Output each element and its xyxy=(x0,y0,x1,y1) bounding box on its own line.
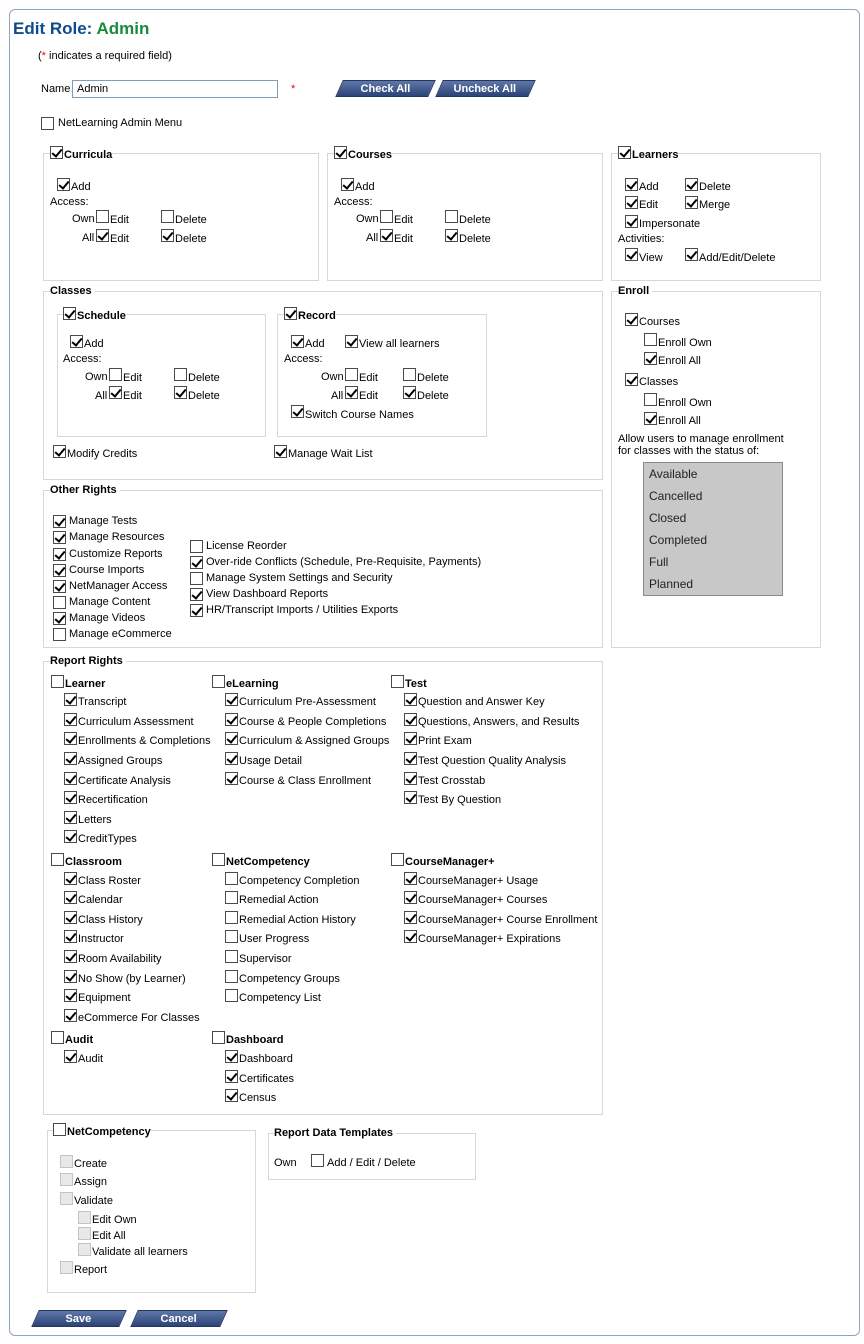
learners-view-label: View xyxy=(639,252,663,264)
curricula-own-delete-label: Delete xyxy=(175,214,207,226)
enroll-courses-label: Courses xyxy=(639,316,680,328)
record-checkbox[interactable] xyxy=(284,307,297,320)
learners-add-checkbox[interactable] xyxy=(625,178,638,191)
courses-own-delete-label: Delete xyxy=(459,214,491,226)
report-ecommerce-classes-label: eCommerce For Classes xyxy=(78,1012,200,1024)
classes-enroll-own-label: Enroll Own xyxy=(658,397,712,409)
status-option[interactable]: Cancelled xyxy=(649,489,703,503)
report-room-availability-checkbox[interactable] xyxy=(64,950,77,963)
hr-transcript-imports-checkbox[interactable] xyxy=(190,604,203,617)
report-certificates-label: Certificates xyxy=(239,1073,295,1085)
status-option[interactable]: Closed xyxy=(649,511,687,525)
classes-title: Classes xyxy=(50,285,95,298)
classes-enroll-own-checkbox[interactable] xyxy=(644,393,657,406)
modify-credits-label: Modify Credits xyxy=(67,448,138,460)
report-letters-checkbox[interactable] xyxy=(64,811,77,824)
status-option[interactable]: Full xyxy=(649,555,669,569)
status-option[interactable]: Completed xyxy=(649,533,708,547)
report-credittypes-label: CreditTypes xyxy=(78,833,137,845)
learners-edit-label: Edit xyxy=(639,199,658,211)
learners-add-edit-delete-checkbox[interactable] xyxy=(685,248,698,261)
enroll-classes-checkbox[interactable] xyxy=(625,373,638,386)
learners-activities-label: Activities: xyxy=(618,233,665,245)
record-own-label: Own xyxy=(321,371,344,383)
manage-tests-checkbox[interactable] xyxy=(53,515,66,528)
manage-content-label: Manage Content xyxy=(69,596,151,608)
manage-content-checkbox[interactable] xyxy=(53,596,66,609)
schedule-all-edit-label: Edit xyxy=(123,390,142,402)
report-test-crosstab-label: Test Crosstab xyxy=(418,775,486,787)
status-option[interactable]: Available xyxy=(649,467,698,481)
hr-transcript-imports-label: HR/Transcript Imports / Utilities Exports xyxy=(206,604,399,616)
learners-edit-checkbox[interactable] xyxy=(625,196,638,209)
enroll-title: Enroll xyxy=(618,285,652,298)
report-remedial-action-checkbox[interactable] xyxy=(225,891,238,904)
schedule-all-delete-label: Delete xyxy=(188,390,220,402)
report-curriculum-assessment-checkbox[interactable] xyxy=(64,713,77,726)
enroll-classes-label: Classes xyxy=(639,376,679,388)
report-cm-courses-checkbox[interactable] xyxy=(404,891,417,904)
report-curriculum-pre-assessment-checkbox[interactable] xyxy=(225,693,238,706)
netcomp-create-checkbox[interactable] xyxy=(60,1155,73,1168)
report-rights-title: Report Rights xyxy=(50,655,126,668)
curricula-add-checkbox[interactable] xyxy=(57,178,70,191)
report-cm-expirations-checkbox[interactable] xyxy=(404,930,417,943)
report-print-exam-checkbox[interactable] xyxy=(404,732,417,745)
record-all-edit-label: Edit xyxy=(359,390,378,402)
report-audit-item-label: Audit xyxy=(78,1053,104,1065)
report-dashboard-item-checkbox[interactable] xyxy=(225,1050,238,1063)
curricula-all-edit-label: Edit xyxy=(110,233,129,245)
schedule-all-delete-checkbox[interactable] xyxy=(174,386,187,399)
report-census-checkbox[interactable] xyxy=(225,1089,238,1102)
report-test-by-question-label: Test By Question xyxy=(418,794,502,806)
report-course-people-completions-label: Course & People Completions xyxy=(239,716,387,728)
report-test-checkbox[interactable] xyxy=(391,675,404,688)
report-cm-usage-checkbox[interactable] xyxy=(404,872,417,885)
view-dashboard-reports-label: View Dashboard Reports xyxy=(206,588,329,600)
curricula-own-label: Own xyxy=(72,213,95,225)
netlearning-admin-menu-label: NetLearning Admin Menu xyxy=(58,117,183,129)
cancel-button[interactable]: Cancel xyxy=(130,1310,228,1327)
curricula-all-delete-checkbox[interactable] xyxy=(161,229,174,242)
manage-videos-label: Manage Videos xyxy=(69,612,146,624)
manage-videos-checkbox[interactable] xyxy=(53,612,66,625)
manage-system-settings-label: Manage System Settings and Security xyxy=(206,572,393,584)
record-view-all-checkbox[interactable] xyxy=(345,335,358,348)
schedule-title: Schedule xyxy=(77,310,126,322)
curricula-own-edit-label: Edit xyxy=(110,214,129,226)
report-census-label: Census xyxy=(239,1092,277,1104)
modify-credits-checkbox[interactable] xyxy=(53,445,66,458)
record-add-label: Add xyxy=(305,338,325,350)
report-question-answer-key-label: Question and Answer Key xyxy=(418,696,545,708)
report-enrollments-completions-label: Enrollments & Completions xyxy=(78,735,211,747)
report-ecommerce-classes-checkbox[interactable] xyxy=(64,1009,77,1022)
report-user-progress-checkbox[interactable] xyxy=(225,930,238,943)
learners-delete-checkbox[interactable] xyxy=(685,178,698,191)
report-letters-label: Letters xyxy=(78,814,112,826)
report-audit-item-checkbox[interactable] xyxy=(64,1050,77,1063)
enroll-allow-text-2: for classes with the status of: xyxy=(618,445,760,457)
save-button[interactable]: Save xyxy=(31,1310,127,1327)
netcomp-create-label: Create xyxy=(74,1158,108,1170)
learners-delete-label: Delete xyxy=(699,181,731,193)
report-question-answer-key-checkbox[interactable] xyxy=(404,693,417,706)
report-test-question-quality-checkbox[interactable] xyxy=(404,752,417,765)
record-title: Record xyxy=(298,310,336,322)
classes-enroll-all-checkbox[interactable] xyxy=(644,412,657,425)
report-cm-course-enrollment-checkbox[interactable] xyxy=(404,911,417,924)
report-competency-completion-label: Competency Completion xyxy=(239,875,360,887)
report-competency-list-checkbox[interactable] xyxy=(225,989,238,1002)
report-recertification-checkbox[interactable] xyxy=(64,791,77,804)
netmanager-access-label: NetManager Access xyxy=(69,580,168,592)
classes-enroll-all-label: Enroll All xyxy=(658,415,701,427)
report-test-title: Test xyxy=(405,678,427,690)
report-supervisor-checkbox[interactable] xyxy=(225,950,238,963)
report-curriculum-pre-assessment-label: Curriculum Pre-Assessment xyxy=(239,696,376,708)
record-all-delete-label: Delete xyxy=(417,390,449,402)
curricula-add-label: Add xyxy=(71,181,91,193)
courses-own-label: Own xyxy=(356,213,379,225)
license-reorder-label: License Reorder xyxy=(206,540,287,552)
report-test-crosstab-checkbox[interactable] xyxy=(404,772,417,785)
schedule-all-edit-checkbox[interactable] xyxy=(109,386,122,399)
course-imports-label: Course Imports xyxy=(69,564,145,576)
report-calendar-label: Calendar xyxy=(78,894,123,906)
manage-wait-list-checkbox[interactable] xyxy=(274,445,287,458)
courses-enroll-all-checkbox[interactable] xyxy=(644,352,657,365)
netcomp-validate-checkbox[interactable] xyxy=(60,1192,73,1205)
report-recertification-label: Recertification xyxy=(78,794,148,806)
report-cm-expirations-label: CourseManager+ Expirations xyxy=(418,933,561,945)
report-competency-groups-checkbox[interactable] xyxy=(225,970,238,983)
other-rights-title: Other Rights xyxy=(50,484,120,497)
enrollment-status-listbox[interactable] xyxy=(643,462,783,596)
report-curriculum-assigned-groups-checkbox[interactable] xyxy=(225,732,238,745)
record-own-delete-label: Delete xyxy=(417,372,449,384)
courses-all-label: All xyxy=(366,232,379,244)
report-learner-title: Learner xyxy=(65,678,106,690)
curricula-all-label: All xyxy=(82,232,95,244)
courses-own-delete-checkbox[interactable] xyxy=(445,210,458,223)
schedule-own-delete-checkbox[interactable] xyxy=(174,368,187,381)
netcomp-edit-own-label: Edit Own xyxy=(92,1214,137,1226)
report-rights-section xyxy=(43,661,603,1115)
report-cm-course-enrollment-label: CourseManager+ Course Enrollment xyxy=(418,914,598,926)
record-view-all-label: View all learners xyxy=(359,338,440,350)
record-all-edit-checkbox[interactable] xyxy=(345,386,358,399)
enroll-courses-checkbox[interactable] xyxy=(625,313,638,326)
netlearning-admin-menu-checkbox[interactable] xyxy=(41,117,54,130)
record-all-delete-checkbox[interactable] xyxy=(403,386,416,399)
curricula-title: Curricula xyxy=(64,149,113,161)
report-course-class-enrollment-label: Course & Class Enrollment xyxy=(239,775,372,787)
courses-access-label: Access: xyxy=(334,196,373,208)
schedule-add-label: Add xyxy=(84,338,104,350)
switch-course-names-label: Switch Course Names xyxy=(305,409,414,421)
manage-system-settings-checkbox[interactable] xyxy=(190,572,203,585)
report-dashboard-checkbox[interactable] xyxy=(212,1031,225,1044)
curricula-all-delete-label: Delete xyxy=(175,233,207,245)
report-classroom-checkbox[interactable] xyxy=(51,853,64,866)
curricula-access-label: Access: xyxy=(50,196,89,208)
record-own-edit-label: Edit xyxy=(359,372,378,384)
report-no-show-checkbox[interactable] xyxy=(64,970,77,983)
schedule-all-label: All xyxy=(95,390,108,402)
check-all-button[interactable]: Check All xyxy=(335,80,436,97)
courses-all-edit-checkbox[interactable] xyxy=(380,229,393,242)
report-questions-answers-results-label: Questions, Answers, and Results xyxy=(418,716,580,728)
report-equipment-checkbox[interactable] xyxy=(64,989,77,1002)
report-elearning-checkbox[interactable] xyxy=(212,675,225,688)
report-class-history-label: Class History xyxy=(78,914,143,926)
rdt-add-edit-delete-checkbox[interactable] xyxy=(311,1154,324,1167)
netcomp-assign-checkbox[interactable] xyxy=(60,1173,73,1186)
schedule-own-edit-checkbox[interactable] xyxy=(109,368,122,381)
record-own-edit-checkbox[interactable] xyxy=(345,368,358,381)
report-test-question-quality-label: Test Question Quality Analysis xyxy=(418,755,566,767)
report-certificate-analysis-label: Certificate Analysis xyxy=(78,775,171,787)
override-conflicts-checkbox[interactable] xyxy=(190,556,203,569)
netcomp-edit-own-checkbox[interactable] xyxy=(78,1211,91,1224)
report-dashboard-title: Dashboard xyxy=(226,1034,284,1046)
enroll-allow-text-1: Allow users to manage enrollment xyxy=(618,433,784,445)
report-assigned-groups-checkbox[interactable] xyxy=(64,752,77,765)
record-own-delete-checkbox[interactable] xyxy=(403,368,416,381)
report-remedial-action-history-checkbox[interactable] xyxy=(225,911,238,924)
schedule-add-checkbox[interactable] xyxy=(70,335,83,348)
manage-ecommerce-label: Manage eCommerce xyxy=(69,628,172,640)
learners-add-edit-delete-label: Add/Edit/Delete xyxy=(699,252,776,264)
report-instructor-checkbox[interactable] xyxy=(64,930,77,943)
report-coursemanager-title: CourseManager+ xyxy=(405,856,495,868)
report-certificates-checkbox[interactable] xyxy=(225,1070,238,1083)
netcomp-report-label: Report xyxy=(74,1264,108,1276)
netcomp-edit-all-label: Edit All xyxy=(92,1230,126,1242)
curricula-own-edit-checkbox[interactable] xyxy=(96,210,109,223)
report-calendar-checkbox[interactable] xyxy=(64,891,77,904)
manage-tests-label: Manage Tests xyxy=(69,515,138,527)
report-competency-completion-checkbox[interactable] xyxy=(225,872,238,885)
courses-enroll-own-label: Enroll Own xyxy=(658,337,712,349)
courses-all-delete-checkbox[interactable] xyxy=(445,229,458,242)
report-class-history-checkbox[interactable] xyxy=(64,911,77,924)
curricula-all-edit-checkbox[interactable] xyxy=(96,229,109,242)
schedule-checkbox[interactable] xyxy=(63,307,76,320)
netcompetency-title: NetCompetency xyxy=(67,1126,151,1138)
courses-enroll-own-checkbox[interactable] xyxy=(644,333,657,346)
netcomp-validate-all-checkbox[interactable] xyxy=(78,1243,91,1256)
courses-checkbox[interactable] xyxy=(334,146,347,159)
schedule-own-delete-label: Delete xyxy=(188,372,220,384)
courses-all-delete-label: Delete xyxy=(459,233,491,245)
report-cm-usage-label: CourseManager+ Usage xyxy=(418,875,539,887)
report-transcript-label: Transcript xyxy=(78,696,127,708)
report-test-by-question-checkbox[interactable] xyxy=(404,791,417,804)
report-questions-answers-results-checkbox[interactable] xyxy=(404,713,417,726)
manage-resources-checkbox[interactable] xyxy=(53,531,66,544)
courses-all-edit-label: Edit xyxy=(394,233,413,245)
report-usage-detail-label: Usage Detail xyxy=(239,755,302,767)
report-print-exam-label: Print Exam xyxy=(418,735,472,747)
netmanager-access-checkbox[interactable] xyxy=(53,580,66,593)
report-instructor-label: Instructor xyxy=(78,933,124,945)
report-audit-title: Audit xyxy=(65,1034,94,1046)
customize-reports-checkbox[interactable] xyxy=(53,548,66,561)
report-netcompetency-checkbox[interactable] xyxy=(212,853,225,866)
report-transcript-checkbox[interactable] xyxy=(64,693,77,706)
report-competency-list-label: Competency List xyxy=(239,992,321,1004)
license-reorder-checkbox[interactable] xyxy=(190,540,203,553)
report-certificate-analysis-checkbox[interactable] xyxy=(64,772,77,785)
report-data-templates-title: Report Data Templates xyxy=(274,1127,396,1140)
learners-title: Learners xyxy=(632,149,679,161)
report-assigned-groups-label: Assigned Groups xyxy=(78,755,163,767)
name-input[interactable] xyxy=(72,80,278,98)
report-credittypes-checkbox[interactable] xyxy=(64,830,77,843)
courses-enroll-all-label: Enroll All xyxy=(658,355,701,367)
report-course-class-enrollment-checkbox[interactable] xyxy=(225,772,238,785)
page-title: Edit Role: Admin xyxy=(13,19,150,38)
schedule-own-label: Own xyxy=(85,371,108,383)
courses-add-checkbox[interactable] xyxy=(341,178,354,191)
report-enrollments-completions-checkbox[interactable] xyxy=(64,732,77,745)
report-class-roster-checkbox[interactable] xyxy=(64,872,77,885)
courses-own-edit-checkbox[interactable] xyxy=(380,210,393,223)
report-equipment-label: Equipment xyxy=(78,992,131,1004)
rdt-add-edit-delete-label: Add / Edit / Delete xyxy=(327,1157,416,1169)
report-no-show-label: No Show (by Learner) xyxy=(78,973,186,985)
record-access-label: Access: xyxy=(284,353,323,365)
report-remedial-action-history-label: Remedial Action History xyxy=(239,914,356,926)
report-curriculum-assessment-label: Curriculum Assessment xyxy=(78,716,194,728)
netcompetency-checkbox[interactable] xyxy=(53,1123,66,1136)
report-netcompetency-title: NetCompetency xyxy=(226,856,310,868)
report-cm-courses-label: CourseManager+ Courses xyxy=(418,894,548,906)
uncheck-all-button[interactable]: Uncheck All xyxy=(435,80,536,97)
learners-view-checkbox[interactable] xyxy=(625,248,638,261)
courses-own-edit-label: Edit xyxy=(394,214,413,226)
record-all-label: All xyxy=(331,390,344,402)
curricula-own-delete-checkbox[interactable] xyxy=(161,210,174,223)
required-note: (* indicates a required field) xyxy=(38,50,172,62)
learners-impersonate-checkbox[interactable] xyxy=(625,215,638,228)
netcomp-edit-all-checkbox[interactable] xyxy=(78,1227,91,1240)
rdt-own-label: Own xyxy=(274,1157,297,1169)
report-usage-detail-checkbox[interactable] xyxy=(225,752,238,765)
report-competency-groups-label: Competency Groups xyxy=(239,973,340,985)
netcomp-assign-label: Assign xyxy=(74,1176,108,1188)
name-label: Name xyxy=(41,83,71,95)
report-class-roster-label: Class Roster xyxy=(78,875,141,887)
learners-merge-checkbox[interactable] xyxy=(685,196,698,209)
required-star: * xyxy=(291,83,296,95)
manage-wait-list-label: Manage Wait List xyxy=(288,448,373,460)
report-dashboard-item-label: Dashboard xyxy=(239,1053,293,1065)
courses-add-label: Add xyxy=(355,181,375,193)
learners-add-label: Add xyxy=(639,181,659,193)
learners-impersonate-label: Impersonate xyxy=(639,218,701,230)
customize-reports-label: Customize Reports xyxy=(69,548,163,560)
report-supervisor-label: Supervisor xyxy=(239,953,292,965)
override-conflicts-label: Over-ride Conflicts (Schedule, Pre-Requisite, Payments) xyxy=(206,556,482,568)
learners-merge-label: Merge xyxy=(699,199,731,211)
courses-title: Courses xyxy=(348,149,393,161)
view-dashboard-reports-checkbox[interactable] xyxy=(190,588,203,601)
report-audit-checkbox[interactable] xyxy=(51,1031,64,1044)
manage-resources-label: Manage Resources xyxy=(69,531,165,543)
report-learner-checkbox[interactable] xyxy=(51,675,64,688)
learners-checkbox[interactable] xyxy=(618,146,631,159)
switch-course-names-checkbox[interactable] xyxy=(291,405,304,418)
manage-ecommerce-checkbox[interactable] xyxy=(53,628,66,641)
netcomp-validate-all-label: Validate all learners xyxy=(92,1246,188,1258)
report-curriculum-assigned-groups-label: Curriculum & Assigned Groups xyxy=(239,735,390,747)
report-coursemanager-checkbox[interactable] xyxy=(391,853,404,866)
netcomp-report-checkbox[interactable] xyxy=(60,1261,73,1274)
report-classroom-title: Classroom xyxy=(65,856,122,868)
schedule-own-edit-label: Edit xyxy=(123,372,142,384)
netcomp-validate-label: Validate xyxy=(74,1195,113,1207)
course-imports-checkbox[interactable] xyxy=(53,564,66,577)
record-add-checkbox[interactable] xyxy=(291,335,304,348)
schedule-access-label: Access: xyxy=(63,353,102,365)
report-course-people-completions-checkbox[interactable] xyxy=(225,713,238,726)
report-remedial-action-label: Remedial Action xyxy=(239,894,319,906)
status-option[interactable]: Planned xyxy=(649,577,694,591)
report-elearning-title: eLearning xyxy=(226,678,279,690)
report-room-availability-label: Room Availability xyxy=(78,953,162,965)
report-user-progress-label: User Progress xyxy=(239,933,310,945)
curricula-checkbox[interactable] xyxy=(50,146,63,159)
